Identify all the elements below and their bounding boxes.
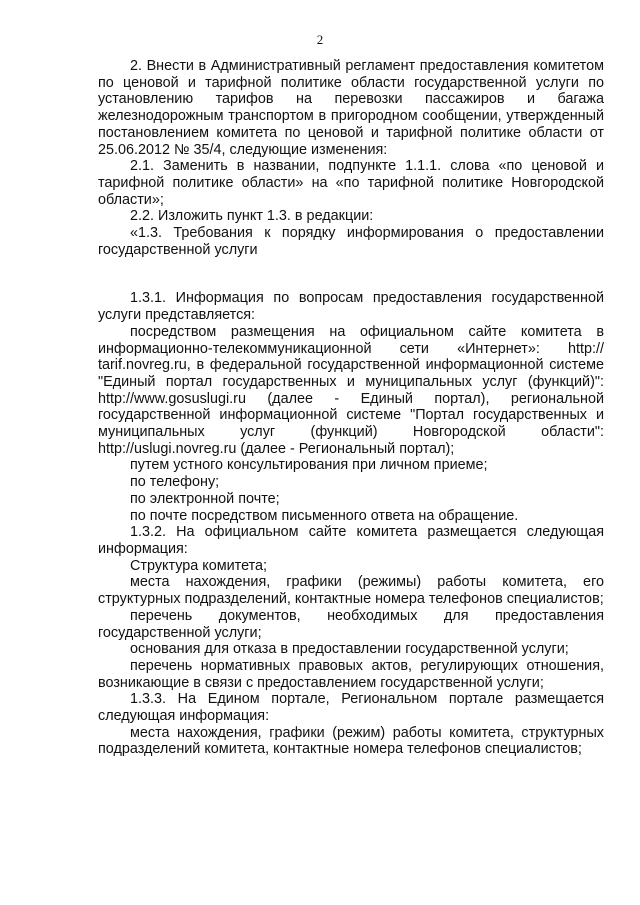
paragraph-website-info: посредством размещения на официальном сайте комитета в информационно-телекоммуникационной сети «Интернет»: http:// tarif.novreg.ru, в федеральной государственной информационной системе "Единый портал государственных и муниципальных услуг (функций)": http://www.gosuslugi.ru (далее - Единый портал), региональной государственной информационной системе "Портал государственных и муниципальных услуг (функций) Новгородской области": http://uslugi.novreg.ru (далее - Региональный портал);: [98, 323, 604, 457]
document-body: [98, 58, 604, 758]
paragraph-documents: перечень документов, необходимых для предоставления государственной услуги;: [98, 607, 604, 641]
paragraph-1-3-2: 1.3.2. На официальном сайте комитета размещается следующая информация:: [98, 524, 604, 557]
paragraph-structure: Структура комитета;: [130, 557, 268, 574]
paragraph-2-amendments: 2. Внести в Административный регламент предоставления комитетом по ценовой и тарифной политике области государственной услуги по установлению тарифов на перевозки пассажиров и багажа железнодорожным транспортом в пригородном сообщении, утвержденный постановлением комитета по ценовой и тарифной политике области от 25.06.2012 № 35/4, следующие изменения:: [98, 58, 604, 158]
paragraph-1-3-1: 1.3.1. Информация по вопросам предоставления государственной услуги представляется:: [98, 290, 604, 324]
paragraph-portal-locations: места нахождения, графики (режим) работы комитета, структурных подразделений комитета, контактные номера телефонов специалистов;: [98, 724, 604, 758]
paragraph-phone: по телефону;: [130, 474, 220, 491]
paragraph-refusal: основания для отказа в предоставлении государственной услуги;: [130, 641, 569, 658]
paragraph-post: по почте посредством письменного ответа на обращение.: [130, 507, 519, 524]
paragraph-legal-acts: перечень нормативных правовых актов, регулирующих отношения, возникающие в связи с предоставлением государственной услуги;: [98, 657, 604, 691]
paragraph-1-3-heading: «1.3. Требования к порядку информирования о предоставлении государственной услуги: [98, 225, 604, 258]
paragraph-2-1: 2.1. Заменить в названии, подпункте 1.1.1. слова «по ценовой и тарифной политике области» на «по тарифной политике Новгородской области»;: [98, 158, 604, 208]
paragraph-2-2: 2.2. Изложить пункт 1.3. в редакции:: [130, 208, 374, 225]
paragraph-locations: места нахождения, графики (режимы) работы комитета, его структурных подразделений, контактные номера телефонов специалистов;: [98, 574, 604, 608]
paragraph-oral-consult: путем устного консультирования при личном приеме;: [130, 457, 488, 474]
paragraph-1-3-3: 1.3.3. На Едином портале, Региональном портале размещается следующая информация:: [98, 691, 604, 725]
paragraph-gap: [98, 258, 604, 290]
page-number: 2: [316, 32, 324, 47]
paragraph-email: по электронной почте;: [130, 490, 280, 507]
